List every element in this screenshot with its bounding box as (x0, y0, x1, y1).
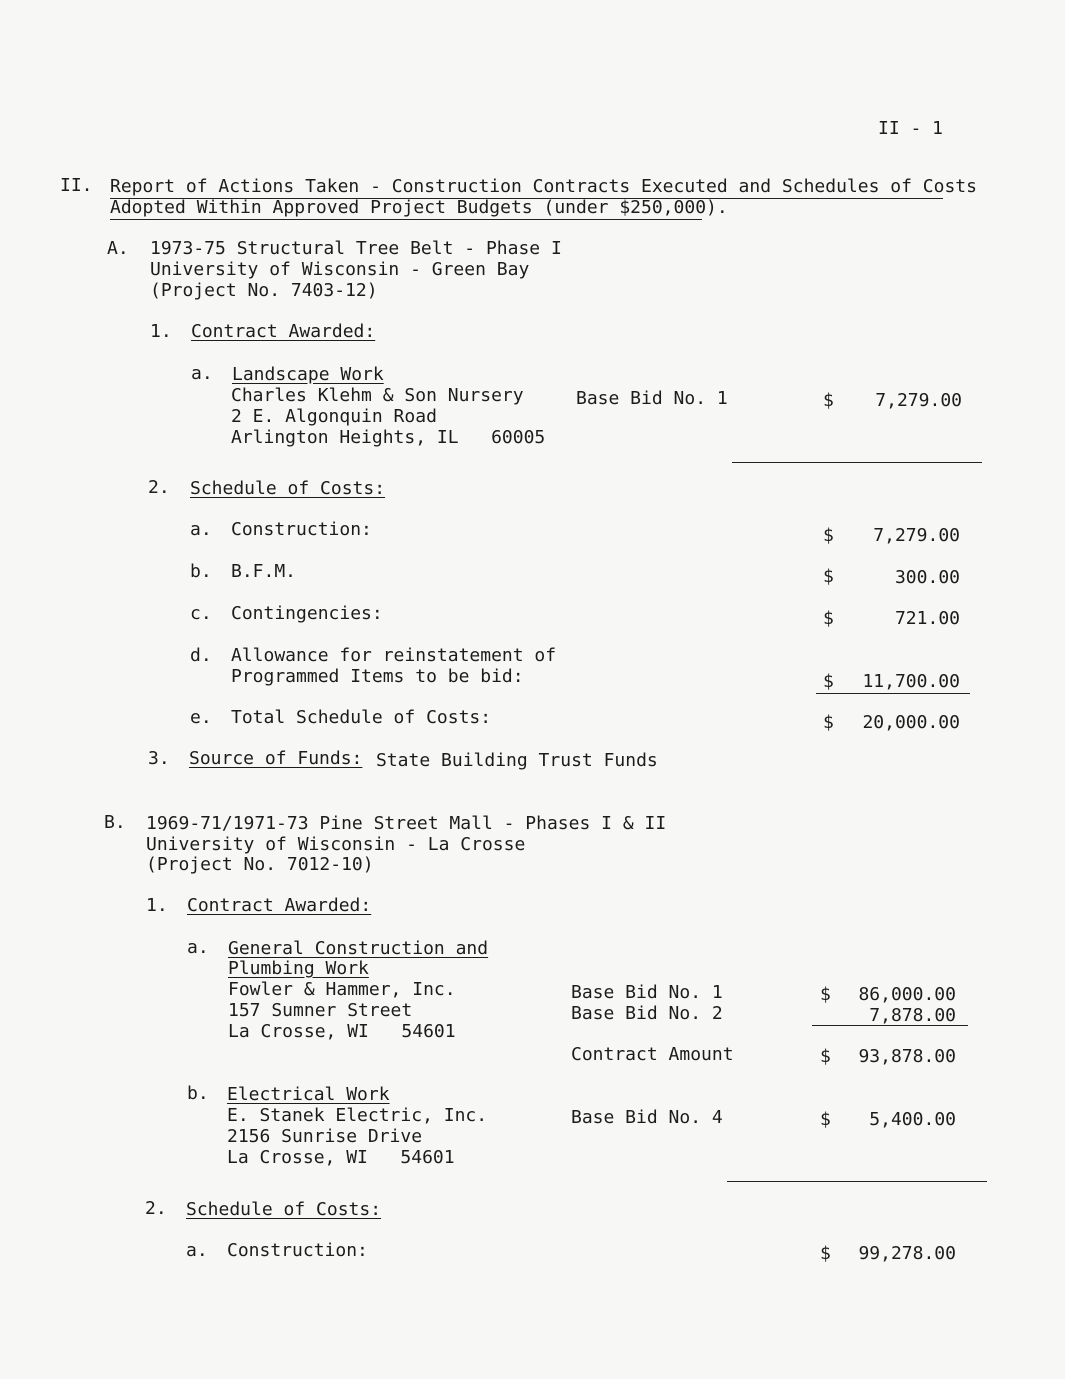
page-number: II - 1 (878, 118, 944, 139)
a1a-currency: $ (823, 390, 834, 411)
a2a-amount: 7,279.00 (873, 525, 960, 546)
a2e-amount: 20,000.00 (862, 712, 960, 733)
b1b-address2: La Crosse, WI 54601 (227, 1147, 455, 1168)
b1a-bid1-amount: 86,000.00 (858, 984, 956, 1005)
a2d-label-line2: Programmed Items to be bid: (231, 666, 524, 687)
heading-rule-1 (110, 198, 943, 199)
b2a-letter: a. (186, 1240, 208, 1261)
a1a-amount: 7,279.00 (875, 390, 962, 411)
a2d-amount: 11,700.00 (862, 671, 960, 692)
a2c-amount: 721.00 (894, 608, 960, 629)
b1b-amount: 5,400.00 (869, 1109, 956, 1130)
b1b-address1: 2156 Sunrise Drive (227, 1126, 423, 1147)
b1a-contractor: Fowler & Hammer, Inc. (228, 979, 456, 1000)
b1a-address2: La Crosse, WI 54601 (228, 1021, 456, 1042)
a2e-letter: e. (190, 707, 212, 728)
b1b-letter: b. (187, 1083, 209, 1104)
b1a-total-amount: 93,878.00 (858, 1046, 956, 1067)
a2a-label: Construction: (231, 519, 372, 540)
a2c-label: Contingencies: (231, 603, 383, 624)
b2-number: 2. (145, 1198, 167, 1219)
b1-number: 1. (146, 895, 168, 916)
a1a-letter: a. (191, 363, 213, 384)
a1-total-rule (732, 462, 982, 463)
a2b-amount: 300.00 (894, 567, 960, 588)
a1-number: 1. (150, 321, 172, 342)
b1b-work-type: Electrical Work (227, 1084, 390, 1105)
project-a-letter: A. (107, 238, 129, 259)
b1a-bid1-label: Base Bid No. 1 (571, 982, 723, 1003)
b1b-contractor: E. Stanek Electric, Inc. (227, 1105, 488, 1126)
a2d-currency: $ (823, 671, 834, 692)
project-a-title: 1973-75 Structural Tree Belt - Phase I (150, 238, 562, 259)
a1-contract-awarded-label: Contract Awarded: (191, 321, 376, 342)
section-heading-line2: Adopted Within Approved Project Budgets (under $250,000). (110, 197, 728, 218)
b1a-work-line2: Plumbing Work (228, 958, 369, 979)
project-b-letter: B. (104, 812, 126, 833)
a2b-currency: $ (823, 566, 834, 587)
a1a-contractor: Charles Klehm & Son Nursery (231, 385, 524, 406)
section-numeral: II. (60, 175, 93, 196)
b1a-bid2-label: Base Bid No. 2 (571, 1003, 723, 1024)
b2a-amount: 99,278.00 (858, 1243, 956, 1264)
section-heading-line1: Report of Actions Taken - Construction Contracts Executed and Schedules of Costs (110, 176, 977, 197)
a2-schedule-label: Schedule of Costs: (190, 478, 386, 499)
a2c-letter: c. (190, 603, 212, 624)
a2e-label: Total Schedule of Costs: (231, 707, 492, 728)
a2d-label-line1: Allowance for reinstatement of (231, 645, 557, 666)
a1a-address1: 2 E. Algonquin Road (231, 406, 437, 427)
a2b-label: B.F.M. (231, 561, 297, 582)
b1a-total-currency: $ (820, 1046, 831, 1067)
b2-schedule-label: Schedule of Costs: (186, 1199, 382, 1220)
project-b-title: 1969-71/1971-73 Pine Street Mall - Phases I & II (146, 813, 667, 834)
b1-contract-awarded-label: Contract Awarded: (187, 895, 372, 916)
heading-rule-2 (110, 219, 702, 220)
b1a-bid2-amount: 7,878.00 (869, 1005, 956, 1026)
a3-funds-value: State Building Trust Funds (376, 750, 658, 771)
project-a-number: (Project No. 7403-12) (150, 280, 378, 301)
project-a-campus: University of Wisconsin - Green Bay (150, 259, 530, 280)
b2a-label: Construction: (227, 1240, 368, 1261)
a2a-currency: $ (823, 525, 834, 546)
a2d-letter: d. (190, 645, 212, 666)
b1a-contract-amount-label: Contract Amount (571, 1044, 734, 1065)
a1a-bid-label: Base Bid No. 1 (576, 388, 728, 409)
a2-number: 2. (148, 477, 170, 498)
a3-funds-label: Source of Funds: (189, 748, 363, 769)
a1a-address2: Arlington Heights, IL 60005 (231, 427, 546, 448)
b1a-letter: a. (187, 937, 209, 958)
a2e-currency: $ (823, 712, 834, 733)
project-b-campus: University of Wisconsin - La Crosse (146, 834, 526, 855)
b1a-bid1-currency: $ (820, 984, 831, 1005)
b1b-currency: $ (820, 1109, 831, 1130)
b1a-work-line1: General Construction and (228, 938, 489, 959)
b1b-bid-label: Base Bid No. 4 (571, 1107, 723, 1128)
project-b-number: (Project No. 7012-10) (146, 854, 374, 875)
b1-total-rule (727, 1181, 987, 1182)
a3-number: 3. (148, 748, 170, 769)
a2b-letter: b. (190, 561, 212, 582)
b1a-subtotal-rule (812, 1025, 968, 1026)
a2-subtotal-rule (816, 693, 970, 694)
a2a-letter: a. (190, 519, 212, 540)
b1a-address1: 157 Sumner Street (228, 1000, 413, 1021)
a1a-work-type: Landscape Work (232, 364, 384, 385)
b2a-currency: $ (820, 1243, 831, 1264)
a2c-currency: $ (823, 608, 834, 629)
